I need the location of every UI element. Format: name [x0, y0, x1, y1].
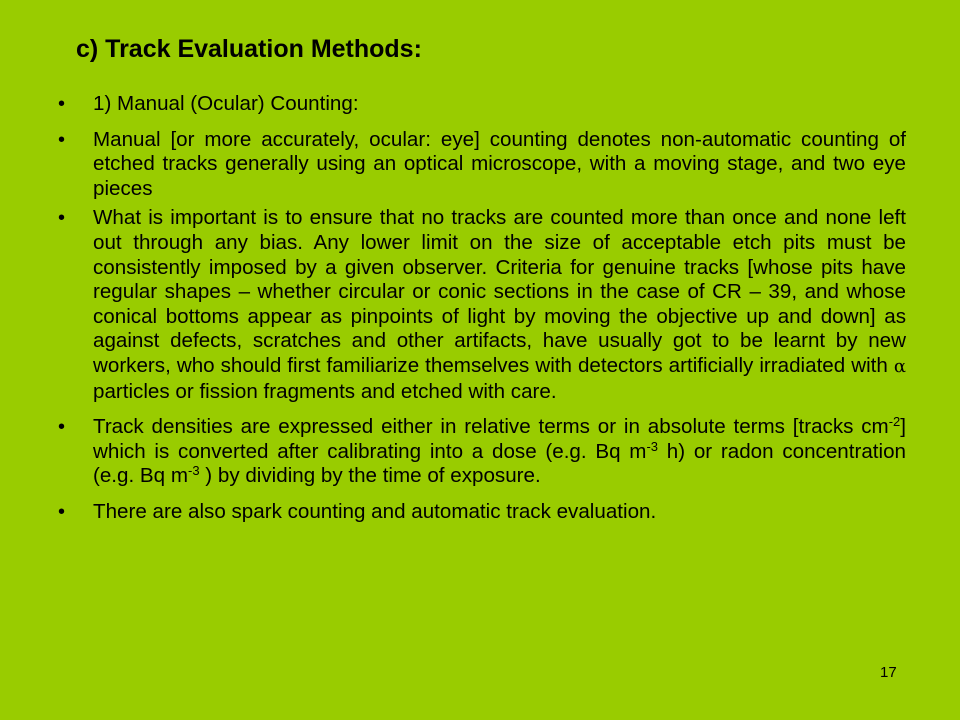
bullet-text-end: particles or fission fragments and etched with care.: [93, 379, 557, 403]
bullet-icon: •: [58, 207, 66, 230]
bullet-text-part1: Track densities are expressed either in relative terms or in absolute terms [tracks cm: [93, 415, 889, 439]
superscript-radon: -3: [188, 463, 200, 479]
bullet-icon: •: [58, 416, 66, 439]
alpha-symbol: α: [893, 355, 906, 377]
page-number: 17: [880, 664, 897, 681]
bullet-text: Manual [or more accurately, ocular: eye] counting denotes non-automatic counting of etched tracks generally using an optical microscope, with a moving stage, and two eye pieces: [93, 127, 906, 200]
superscript-cm: -2: [888, 413, 901, 429]
bullet-text-part4: ) by dividing by the time of exposure.: [199, 464, 541, 488]
bullet-text: 1) Manual (Ocular) Counting:: [93, 92, 359, 115]
bullet-icon: •: [58, 128, 66, 151]
bullet-text: What is important is to ensure that no tracks are counted more than once and none left out through any bias. Any lower limit on the size of acceptable etch pits must be consistently imposed by a given observer. Criteria for genuine tracks [whose pits have regular shapes – whether circular or conic sections in the case of CR – 39, and whose conical bottoms appear as pinpoints of light by moving the objective up and down] as against defects, scratches and other artifacts, have usually got to be learnt by new workers, who should first familiarize themselves with detectors artificially irradiated with: [93, 206, 906, 377]
bullet-text-part3: h) or radon concentration (e.g. Bq m: [93, 439, 906, 488]
bullet-manual-definition: [58, 128, 906, 202]
bullet-counting-criteria: [58, 206, 906, 404]
bullet-spark-counting: [58, 500, 906, 525]
superscript-dose: -3: [646, 438, 659, 454]
bullet-manual-counting: [58, 92, 906, 117]
bullet-list: [58, 92, 906, 536]
bullet-icon: •: [58, 500, 66, 523]
bullet-text-part2: ] which is converted after calibrating into a dose (e.g. Bq m: [93, 415, 906, 463]
bullet-track-densities: [58, 415, 906, 489]
slide-title: c) Track Evaluation Methods:: [76, 35, 422, 63]
bullet-icon: •: [58, 93, 66, 115]
bullet-text: There are also spark counting and automatic track evaluation.: [93, 499, 657, 523]
